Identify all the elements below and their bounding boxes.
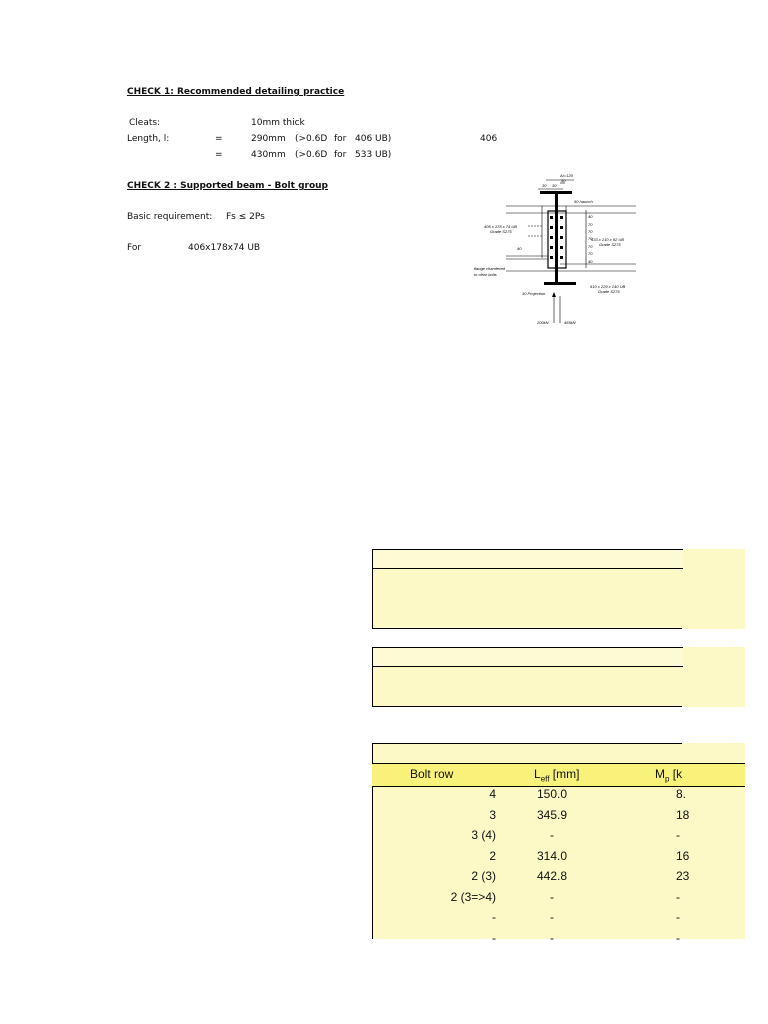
dim-30a: 30 (542, 183, 547, 188)
col-header-mp: $M_p$ [k (655, 767, 683, 784)
table-row (372, 808, 745, 828)
bolt-row-cell: 2 (3=>4) (450, 889, 496, 904)
bolt-row-table (372, 743, 745, 945)
section-1: 406 UB) (355, 134, 392, 144)
length-label: Length, l: (127, 134, 170, 144)
table-row (372, 787, 745, 807)
table-row (372, 890, 745, 910)
equals-1: = (215, 134, 223, 144)
bolt-row-cell: 4 (489, 787, 496, 801)
table-header (372, 763, 745, 787)
basic-requirement-value: Fs ≤ 2Ps (226, 212, 265, 222)
for-value: 406x178x74 UB (188, 243, 261, 253)
panel-2-bottom-border (372, 706, 682, 707)
leff-cell: - (550, 889, 554, 904)
table-top-border (372, 743, 682, 764)
bolt-row-cell: - (492, 930, 496, 945)
bolt-row-cell: 3 (489, 807, 496, 822)
bolt-row-cell: 3 (4) (471, 828, 496, 842)
panel-1-bottom-border (372, 628, 682, 629)
haunch-label: 50 haunch (574, 199, 593, 204)
bolt-row-cell: 2 (489, 848, 496, 863)
right-grade-label: Grade S275 (599, 242, 621, 247)
right-beam-label: 533 x 210 x 92 UB (591, 237, 624, 242)
dim-50: 50 (561, 178, 566, 183)
pitch-label: 40 (588, 259, 593, 264)
panel-1-left-border (372, 549, 373, 629)
condition-2: (>0.6D (295, 150, 328, 160)
col-header-leff: $L_{eff}$ [mm] (534, 767, 580, 784)
table-row (372, 931, 745, 951)
mp-cell: - (676, 828, 680, 842)
mp-cell: - (676, 889, 680, 904)
mp-cell: 8. (676, 787, 687, 801)
flange-note-2: to clear bolts (474, 272, 497, 277)
panel-2-header-bar (372, 647, 683, 667)
pitch-label: 70 (588, 236, 593, 241)
col-header-bolt-row: Bolt row (410, 767, 454, 781)
left-beam-label: 406 x 178 x 74 UB (484, 224, 517, 229)
mp-cell: 16 (676, 848, 690, 863)
projection-label: 10 Projection (522, 291, 546, 296)
leff-cell: 345.9 (536, 807, 568, 822)
result-panel-1 (372, 549, 745, 629)
condition-1: (>0.6D (295, 134, 328, 144)
pitch-label: 70 (588, 222, 593, 227)
flange-note-1: flange chamfered (474, 266, 505, 271)
section-2: 533 UB) (355, 150, 392, 160)
result-panel-2 (372, 647, 745, 707)
for-label: For (127, 243, 142, 253)
cleats-label: Cleats: (129, 118, 161, 128)
panel-1-header-bar (372, 549, 683, 569)
leff-cell: - (550, 828, 554, 842)
mp-cell: 18 (676, 807, 690, 822)
leff-cell: - (550, 910, 554, 924)
length-1: 290mm (251, 134, 286, 144)
basic-requirement-label: Basic requirement: (127, 212, 213, 222)
check1-heading: CHECK 1: Recommended detailing practice (127, 87, 345, 97)
bottom-grade-label: Grade S275 (598, 289, 620, 294)
pitch-label: 70 (588, 229, 593, 234)
for-1: for (334, 134, 347, 144)
for-2: for (334, 150, 347, 160)
pitch-label: 70 (588, 251, 593, 256)
mp-cell: - (676, 910, 680, 924)
table-row (372, 849, 745, 869)
dim-top: AI=120 (560, 173, 573, 178)
leff-cell: 314.0 (536, 848, 568, 863)
mp-cell: - (676, 930, 680, 945)
leff-cell: - (550, 930, 554, 945)
left-grade-label: Grade S275 (490, 229, 512, 234)
dim-30b: 30 (552, 183, 557, 188)
bolt-row-cell: 2 (3) (471, 869, 496, 883)
cleats-value: 10mm thick (251, 118, 305, 128)
load-right-label: 465kN (564, 320, 576, 325)
pitch-label: 70 (588, 244, 593, 249)
pitch-label: 40 (588, 214, 593, 219)
panel-2-left-border (372, 647, 373, 707)
table-row (372, 828, 745, 848)
side-value: 406 (480, 134, 498, 144)
leff-cell: 442.8 (536, 869, 568, 883)
dim-40-left: 40 (517, 246, 522, 251)
table-row (372, 910, 745, 930)
connection-diagram (468, 166, 648, 328)
table-row (372, 869, 745, 889)
length-2: 430mm (251, 150, 286, 160)
leff-cell: 150.0 (536, 787, 568, 801)
check2-heading: CHECK 2 : Supported beam - Bolt group (127, 181, 328, 191)
equals-2: = (215, 150, 223, 160)
bolt-row-cell: - (492, 910, 496, 924)
mp-cell: 23 (676, 869, 690, 883)
bottom-beam-label: 610 x 229 x 140 UB (590, 284, 626, 289)
load-left-label: 200kN (537, 320, 549, 325)
